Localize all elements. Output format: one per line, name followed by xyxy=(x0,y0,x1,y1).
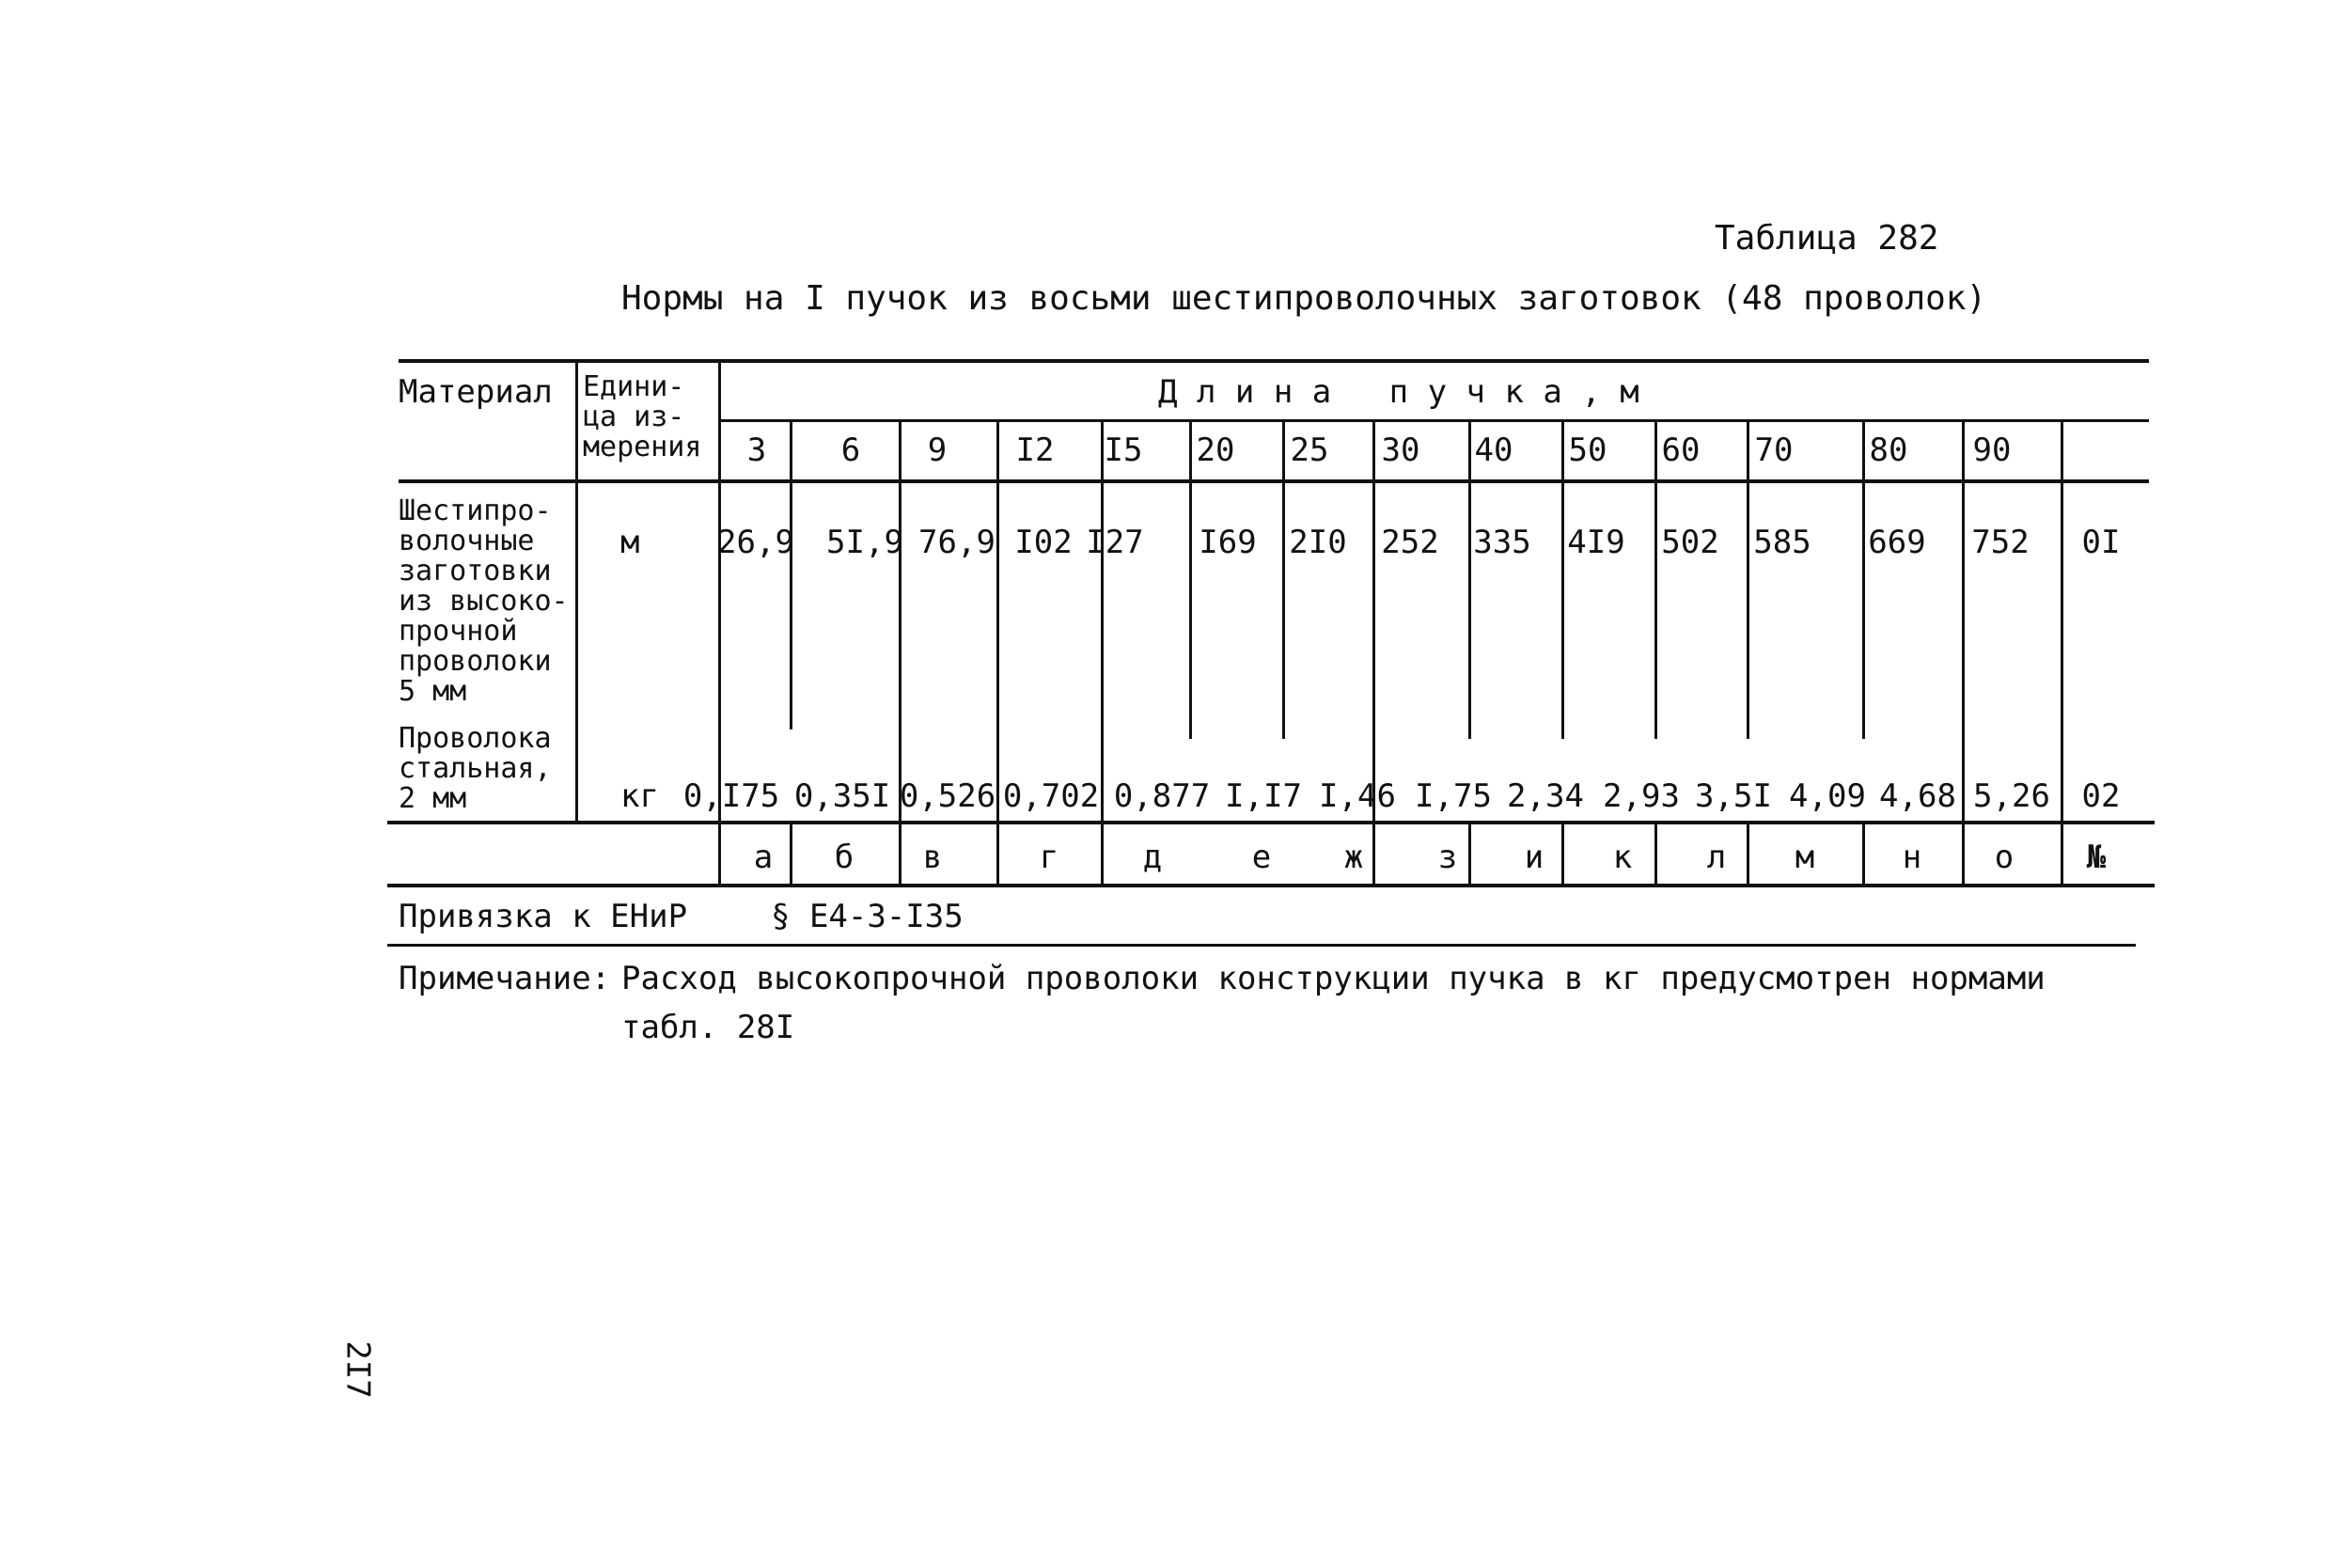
length-col-4: I2 xyxy=(1015,431,1055,469)
column-letter: н xyxy=(1902,839,1922,876)
column-letter: ж xyxy=(1343,839,1364,876)
number-sign: № xyxy=(2086,839,2107,876)
material-line: Проволока xyxy=(399,722,552,755)
row-2-code: 02 xyxy=(2081,777,2121,815)
column-letter: г xyxy=(1039,839,1059,876)
row-2-value: I,75 xyxy=(1415,777,1492,815)
length-col-9: 40 xyxy=(1474,431,1513,469)
header-unit-line: ца из- xyxy=(583,400,685,433)
column-letter: о xyxy=(1994,839,2015,876)
divider-col-3 xyxy=(996,419,999,885)
binding-label: Привязка к ЕНиР xyxy=(399,898,688,935)
column-letter: д xyxy=(1142,839,1163,876)
divider-col-8-lower xyxy=(1468,821,1471,885)
length-col-2: 6 xyxy=(840,431,861,469)
divider-col-5 xyxy=(1189,419,1192,739)
table-caption: Нормы на I пучок из восьми шестипроволочных заготовок (48 проволок) xyxy=(621,279,1987,318)
row-1-value: I02 xyxy=(1014,524,1073,561)
column-letter: б xyxy=(834,839,854,876)
rule-body-bottom xyxy=(387,821,2155,824)
header-material: Материал xyxy=(399,373,553,411)
length-col-3: 9 xyxy=(927,431,948,469)
row-1-value: 252 xyxy=(1381,524,1439,561)
divider-col-9-lower xyxy=(1561,821,1564,885)
row-2-value: 4,09 xyxy=(1789,777,1866,815)
divider-col-9 xyxy=(1561,419,1564,739)
rule-binding-bottom xyxy=(387,944,2136,947)
row-2-value: 0,877 xyxy=(1113,777,1211,815)
divider-col-11 xyxy=(1747,419,1749,739)
note-label: Примечание: xyxy=(399,960,611,997)
divider-col-1 xyxy=(790,419,792,729)
length-col-6: 20 xyxy=(1196,431,1235,469)
note-text-continued: табл. 28I xyxy=(621,1009,795,1046)
length-col-14: 90 xyxy=(1972,431,2012,469)
column-letter: з xyxy=(1437,839,1458,876)
divider-col-4 xyxy=(1101,419,1104,885)
divider-col-6 xyxy=(1282,419,1285,739)
material-line: прочной xyxy=(399,615,518,648)
material-line: волочные xyxy=(399,525,535,557)
row-2-value: 0,I75 xyxy=(682,777,780,815)
row-2-value: 5,26 xyxy=(1973,777,2050,815)
rule-header-bottom xyxy=(399,479,2149,483)
material-line: из высоко- xyxy=(399,585,569,618)
row-1-value: 26,9 xyxy=(717,524,794,561)
divider-material xyxy=(575,359,578,821)
row-1-value: 502 xyxy=(1661,524,1719,561)
divider-col-13 xyxy=(1962,419,1965,885)
length-col-8: 30 xyxy=(1381,431,1420,469)
row-2-unit: кг xyxy=(620,777,659,815)
header-unit-line: мерения xyxy=(583,431,702,463)
material-line: 5 мм xyxy=(399,675,467,708)
binding-value: § Е4-3-I35 xyxy=(771,898,964,935)
row-2-value: I,I7 xyxy=(1225,777,1302,815)
length-col-10: 50 xyxy=(1568,431,1607,469)
rule-group-under xyxy=(720,419,2149,422)
column-letter: и xyxy=(1524,839,1544,876)
row-2-value: 0,702 xyxy=(1002,777,1100,815)
row-2-value: 2,34 xyxy=(1507,777,1584,815)
row-1-code: 0I xyxy=(2081,524,2121,561)
material-line: проволоки xyxy=(399,645,552,678)
row-1-value: 335 xyxy=(1473,524,1531,561)
material-line: заготовки xyxy=(399,555,552,588)
length-col-12: 70 xyxy=(1754,431,1794,469)
material-line: Шестипро- xyxy=(399,494,552,527)
divider-col-10 xyxy=(1654,419,1657,739)
rule-letters-bottom xyxy=(387,884,2155,887)
row-2-value: I,46 xyxy=(1319,777,1396,815)
row-2-value: 0,526 xyxy=(899,777,996,815)
row-2-value: 3,5I xyxy=(1695,777,1772,815)
note-text: Расход высокопрочной проволоки конструкции пучка в кг предусмотрен нормами xyxy=(621,960,2046,997)
row-1-value: 669 xyxy=(1868,524,1926,561)
column-letter: л xyxy=(1706,839,1727,876)
row-1-value: 585 xyxy=(1753,524,1811,561)
material-line: стальная, xyxy=(399,752,552,785)
header-unit-line: Едини- xyxy=(583,370,685,403)
length-col-5: I5 xyxy=(1104,431,1143,469)
row-1-value: 76,9 xyxy=(918,524,996,561)
divider-col-10-lower xyxy=(1654,821,1657,885)
row-2-value: 4,68 xyxy=(1879,777,1956,815)
length-col-11: 60 xyxy=(1661,431,1701,469)
page-number: 2I7 xyxy=(338,1341,377,1399)
rule-top xyxy=(399,359,2149,363)
row-1-value: I27 xyxy=(1086,524,1144,561)
row-1-value: 4I9 xyxy=(1567,524,1625,561)
row-1-value: 2I0 xyxy=(1289,524,1347,561)
divider-col-8 xyxy=(1468,419,1471,739)
row-2-value: 2,93 xyxy=(1603,777,1680,815)
row-2-value: 0,35I xyxy=(793,777,891,815)
column-letter: а xyxy=(753,839,774,876)
header-length-group: Д л и н а п у ч к а , м xyxy=(1158,373,1639,411)
row-1-unit: м xyxy=(620,524,640,561)
column-letter: в xyxy=(922,839,943,876)
length-col-13: 80 xyxy=(1869,431,1908,469)
column-letter: к xyxy=(1612,839,1633,876)
divider-col-12 xyxy=(1862,419,1865,739)
divider-col-14 xyxy=(2061,419,2063,885)
material-line: 2 мм xyxy=(399,782,467,815)
column-letter: е xyxy=(1251,839,1272,876)
length-col-7: 25 xyxy=(1290,431,1329,469)
divider-col-1-lower xyxy=(790,821,792,885)
divider-col-11-lower xyxy=(1747,821,1749,885)
column-letter: м xyxy=(1795,839,1815,876)
row-1-value: 752 xyxy=(1971,524,2030,561)
row-1-value: 5I,9 xyxy=(826,524,903,561)
length-col-1: 3 xyxy=(746,431,767,469)
row-1-value: I69 xyxy=(1199,524,1257,561)
table-label: Таблица 282 xyxy=(1715,219,1939,258)
divider-col-12-lower xyxy=(1862,821,1865,885)
